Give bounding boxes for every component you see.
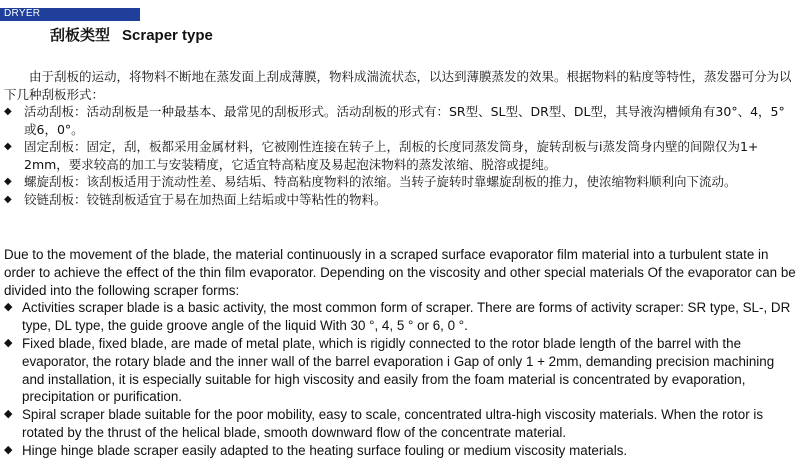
page-title-en: Scraper type: [122, 27, 213, 44]
diamond-bullet-icon: ◆: [4, 141, 12, 152]
english-bullet-text: Hinge hinge blade scraper easily adapted to the heating surface fouling or medium viscosity materials.: [22, 442, 628, 458]
english-bullet-item: [4, 299, 798, 335]
diamond-bullet-icon: ◆: [4, 106, 12, 117]
chinese-bullet-text: 活动刮板：活动刮板是一种最基本、最常见的刮板形式。活动刮板的形式有：SR型、SL型、DR型、DL型，其导液沟槽倾角有30°、4，5°或6，0°。: [24, 104, 785, 137]
english-bullet-text: Activities scraper blade is a basic activity, the most common form of scraper. There are forms of activity scraper: SR type, SL-, DR type, DL type, the guide groove angle of the liquid With 30 °, 4, 5 ° or 6, 0 °.: [22, 300, 791, 334]
diamond-bullet-icon: ◆: [4, 301, 13, 314]
english-bullet-item: [4, 406, 798, 442]
header-divider: [0, 20, 140, 21]
chinese-bullet-text: 铰链刮板：铰链刮板适宜于易在加热面上结垢或中等粘性的物料。: [24, 191, 387, 207]
english-section: [4, 246, 798, 460]
chinese-intro: 由于刮板的运动，将物料不断地在蒸发面上刮成薄膜，物料成湍流状态，以达到薄膜蒸发的效果。根据物料的粘度等特性，蒸发器可分为以下几种刮板形式：: [4, 69, 792, 102]
chinese-bullet-text: 螺旋刮板：该刮板适用于流动性差、易结垢、特高粘度物料的浓缩。当转子旋转时靠螺旋刮板的推力，使浓缩物料顺利向下流动。: [24, 174, 737, 189]
diamond-bullet-icon: ◆: [4, 408, 13, 421]
chinese-section: [4, 68, 796, 208]
diamond-bullet-icon: ◆: [4, 336, 13, 349]
chinese-bullet-text: 固定刮板：固定，刮，板都采用金属材料，它被刚性连接在转子上，刮板的长度同蒸发筒身，旋转刮板与i蒸发筒身内壁的间隙仅为1+ 2mm，要求较高的加工与安装精度，它适宜特高粘度及易起泡沫物料的蒸发浓缩、脱溶或提纯。: [24, 139, 759, 172]
diamond-bullet-icon: ◆: [4, 193, 12, 205]
english-intro: Due to the movement of the blade, the material continuously in a scraped surface evaporator film material into a turbulent state in order to achieve the effect of the thin film evaporator. Depending on the viscosity and other special materials Of the evaporator can be divided into the following scraper forms:: [4, 247, 796, 298]
chinese-bullet-item: [4, 138, 796, 173]
chinese-bullet-item: [4, 191, 796, 209]
chinese-bullet-item: [4, 103, 796, 138]
english-bullet-text: Fixed blade, fixed blade, are made of metal plate, which is rigidly connected to the rotor blade length of the barrel with the evaporator, the rotary blade and the inner wall of the barrel evaporation i Gap of only 1 + 2mm, demanding precision machining and installation, it is especially suitable for high viscosity and easily from the foam material is concentrated by evaporation, precipitation or purification.: [22, 335, 775, 405]
section-header-label: DRYER: [4, 8, 41, 19]
page-title: [50, 24, 213, 47]
english-bullet-item: [4, 335, 798, 406]
diamond-bullet-icon: ◆: [4, 443, 13, 456]
chinese-bullet-item: [4, 173, 796, 191]
english-bullet-item: [4, 442, 798, 460]
diamond-bullet-icon: ◆: [4, 176, 12, 187]
english-bullet-text: Spiral scraper blade suitable for the poor mobility, easy to scale, concentrated ultra-high viscosity materials. When the rotor is rotated by the thrust of the helical blade, smooth downward flow of the concentrate material.: [22, 407, 764, 440]
page-title-cn: 刮板类型: [50, 26, 111, 44]
